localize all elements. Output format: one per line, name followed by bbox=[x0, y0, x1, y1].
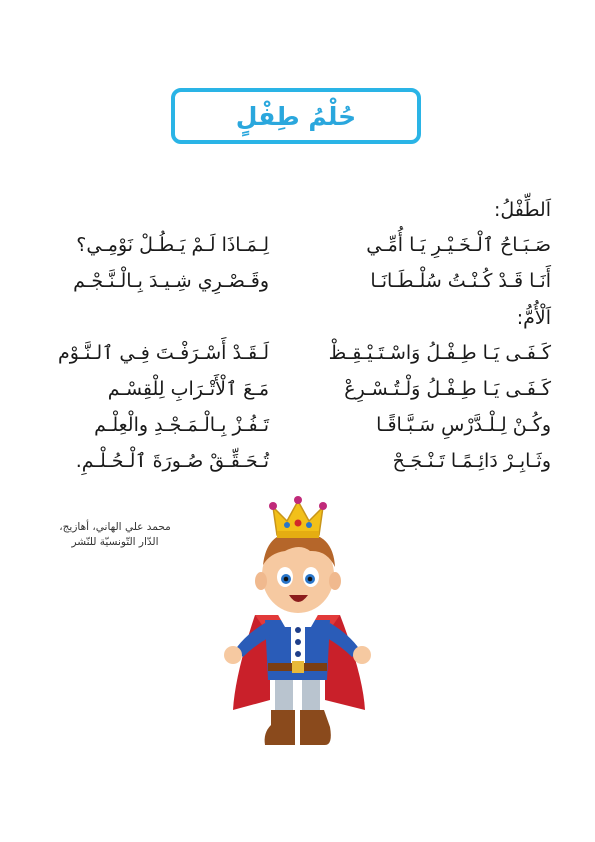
credit-publisher-line: الدّار التّونسيّة للنّشر bbox=[71, 536, 159, 548]
verse-left-2: وقَـصْـرِي شِـيـدَ بِـالْـنَّـجْـم bbox=[73, 270, 269, 292]
verse-left-4: مَـعَ ٱلْأَتْـرَابِ لِلْقِسْـم bbox=[107, 378, 269, 400]
credit-author-line: محمد علي الهاني، أهازيج، bbox=[59, 521, 171, 533]
verse-left-1: لِـمَـاذَا لَـمْ يَـطُـلْ نَوْمِـي؟ bbox=[76, 234, 269, 256]
verse-right-4: كَـفَـى يَـا طِـفْـلُ وَلْـتُـسْـرِعْ bbox=[344, 378, 551, 400]
verse-left-6: تُـحَـقِّـقْ صُـورَةَ ٱلْـحُـلْـمِ. bbox=[75, 450, 269, 472]
title-box bbox=[171, 88, 421, 144]
verse-right-2: أَنَـا قَـدْ كُـنْـتُ سُلْـطَـانَـا bbox=[370, 270, 551, 292]
verse-right-1: صَـبَـاحُ ٱلْـخَـيْـرِ يَـا أُمِّـي bbox=[366, 234, 551, 256]
verse-left-3: لَـقَـدْ أَسْـرَفْـتَ فِـي ٱلـنَّـوْم bbox=[57, 342, 269, 364]
verse-right-5: وكُـنْ لِـلْـدَّرْسِ سَـبَّـاقًـا bbox=[376, 414, 551, 436]
speaker-child: اَلطِّفْلُ: bbox=[493, 199, 551, 221]
verse-left-5: تَـفُـزْ بِـالْـمَـجْـدِ والْعِلْـم bbox=[94, 414, 269, 436]
verse-right-6: وثَـابِـرْ دَائِـمًـا تَـنْـجَـحْ bbox=[392, 450, 551, 472]
prince-illustration bbox=[215, 495, 380, 755]
speaker-mother: اَلْأُمُّ: bbox=[516, 307, 551, 329]
source-credit bbox=[50, 520, 180, 550]
poem-title: حُلْمُ طِفْلٍ bbox=[235, 101, 357, 131]
verse-right-3: كَـفَـى يَـا طِـفْـلُ وَاسْـتَـيْـقِـظْ bbox=[328, 342, 551, 364]
